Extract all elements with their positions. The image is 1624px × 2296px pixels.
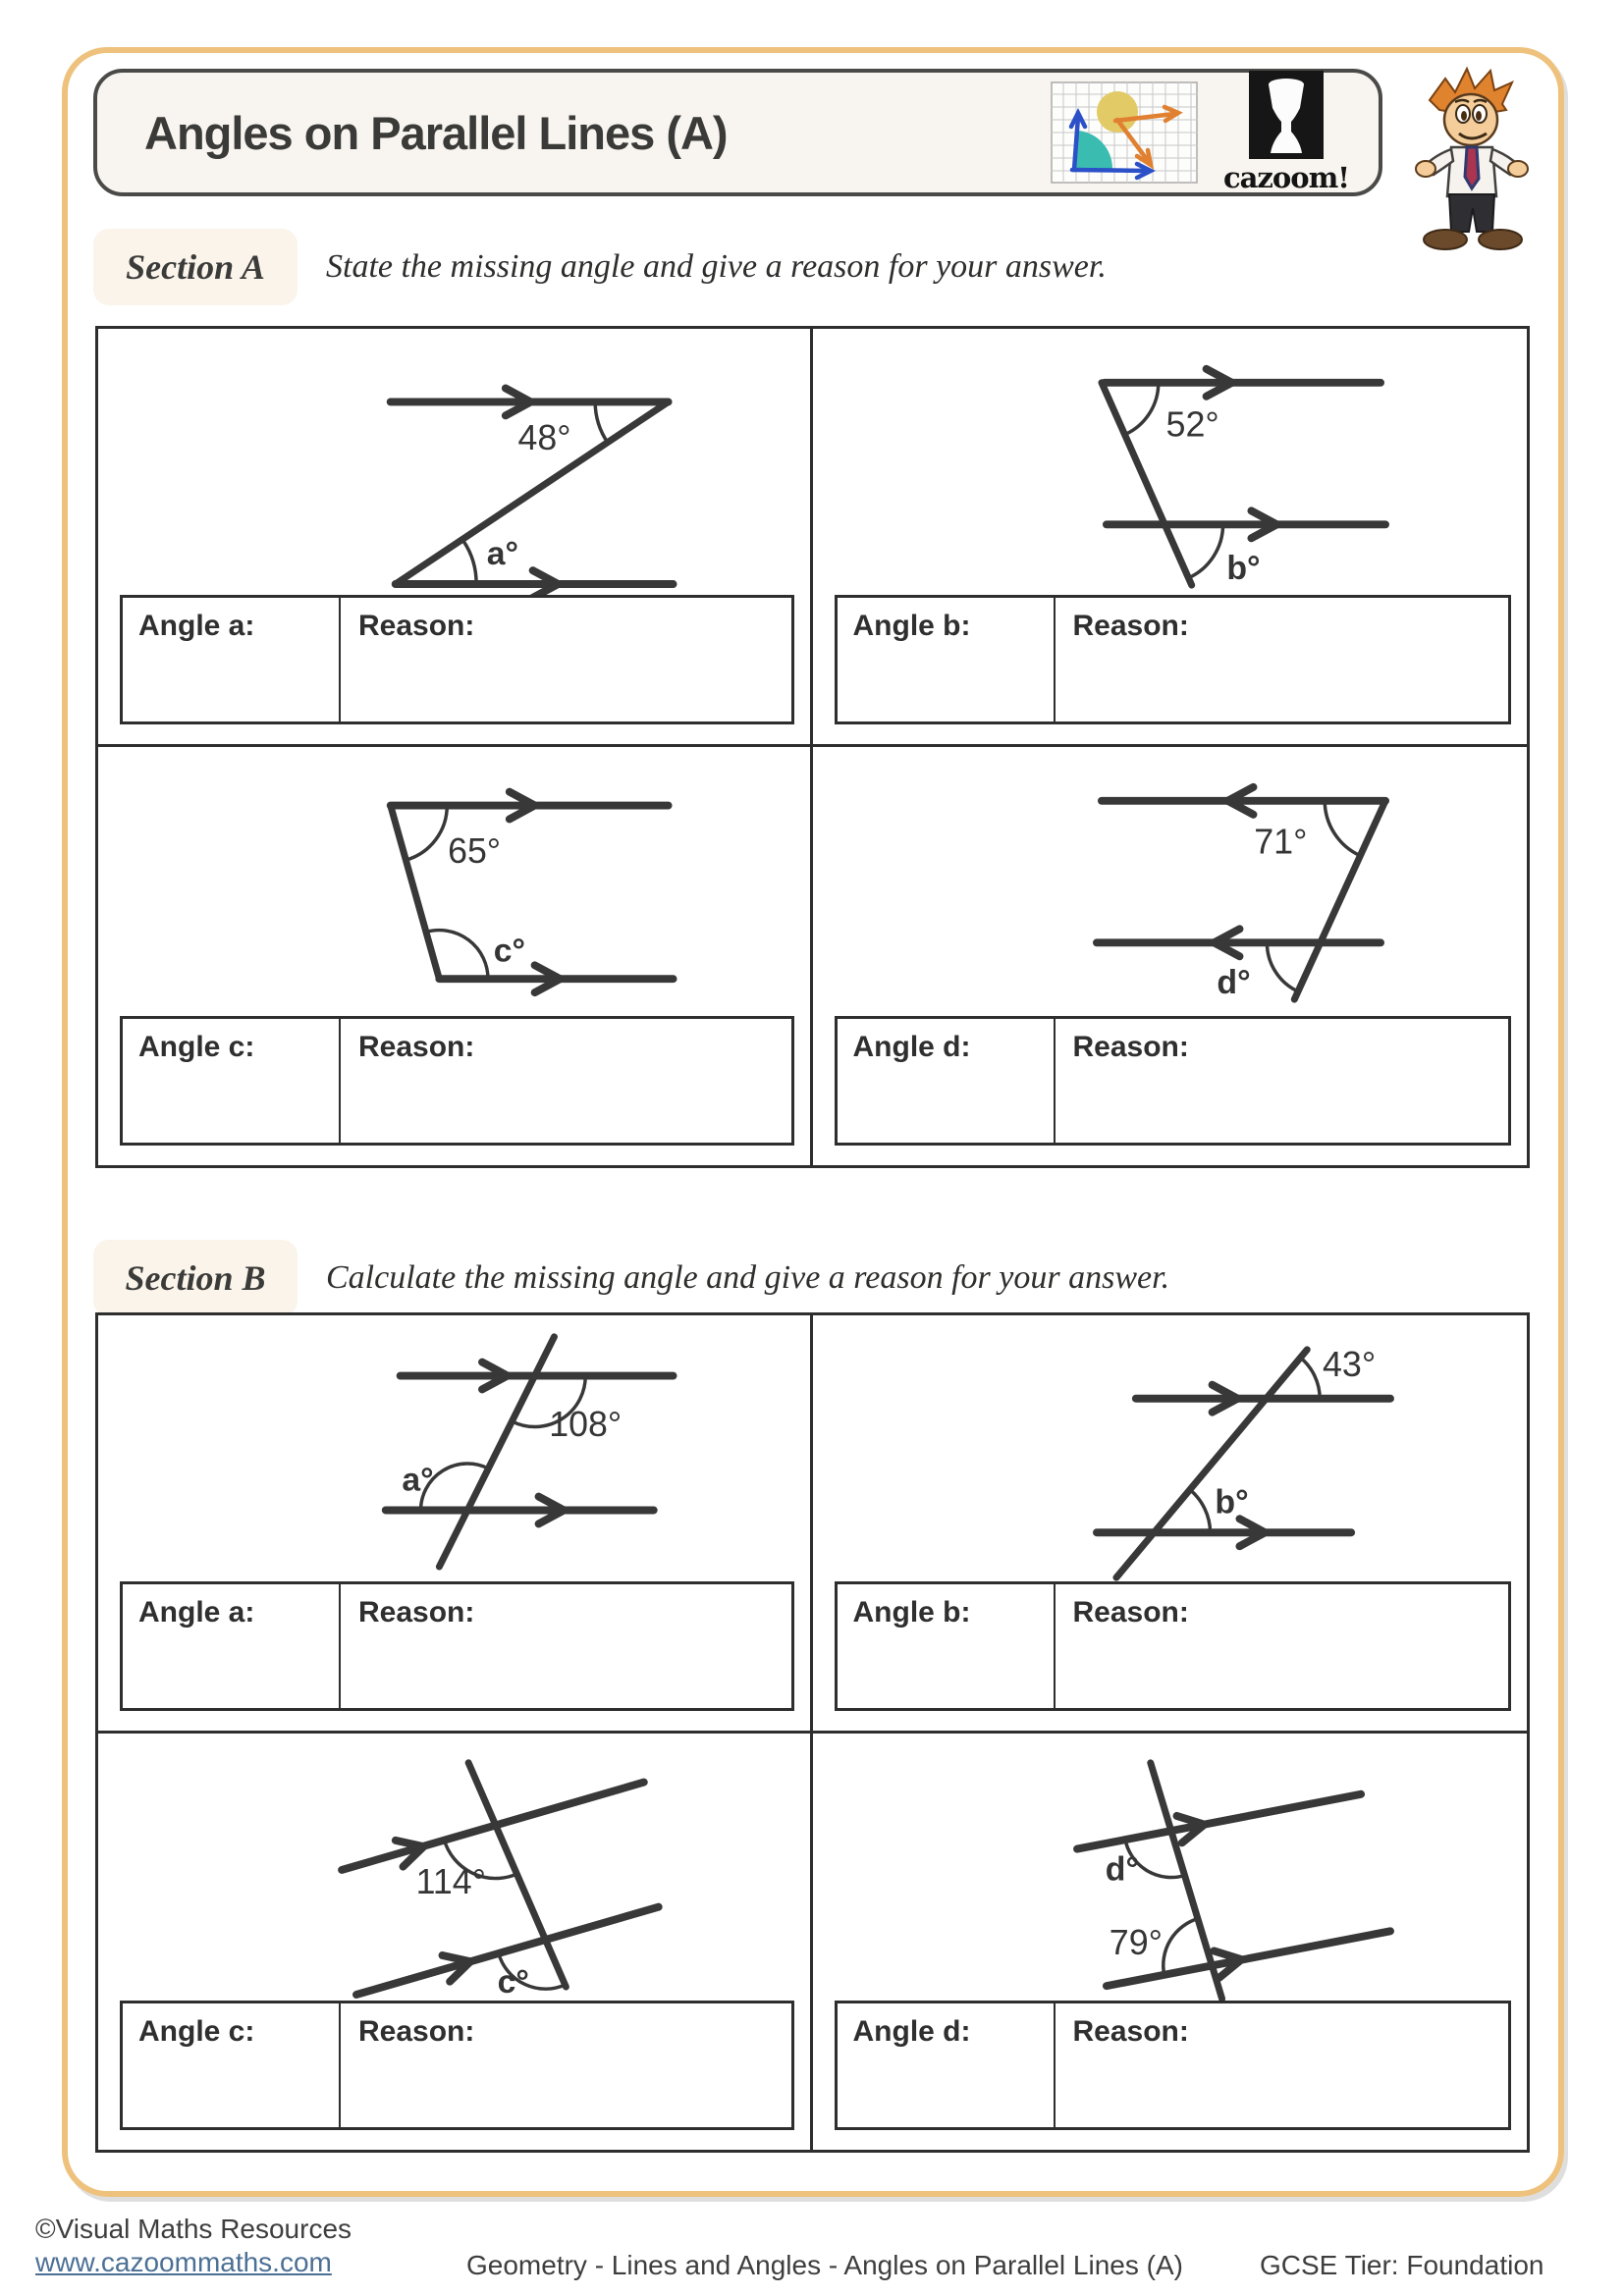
- angle-diagram-a1: [98, 329, 810, 595]
- reason-answer-label: Reason:: [358, 610, 475, 643]
- angle-answer-label: Angle b:: [852, 1596, 971, 1629]
- reason-answer-label: Reason:: [1072, 2015, 1189, 2048]
- website-link[interactable]: www.cazoommaths.com: [35, 2247, 332, 2277]
- chart-graphic-icon: [1051, 81, 1198, 184]
- logo-group: [1051, 71, 1349, 194]
- angle-answer-label: Angle d:: [852, 1031, 971, 1063]
- angle-arc: [595, 401, 608, 443]
- tier-text: GCSE Tier: Foundation: [1260, 2250, 1544, 2280]
- unknown-angle-label: b°: [1214, 1483, 1249, 1522]
- unknown-angle-label: b°: [1225, 550, 1261, 588]
- angle-diagram-b4: [813, 1734, 1528, 2001]
- given-angle-label: 48°: [517, 418, 571, 458]
- angle-diagram-a3: [98, 747, 810, 1016]
- reason-answer-field[interactable]: [1056, 2003, 1509, 2127]
- breadcrumb: Geometry - Lines and Angles - Angles on Parallel Lines (A): [466, 2250, 1183, 2280]
- section-b-problem-grid: [95, 1312, 1530, 2153]
- angle-answer-label: Angle c:: [138, 1031, 255, 1063]
- reason-answer-field[interactable]: [341, 1584, 791, 1708]
- angle-answer-label: Angle a:: [138, 1596, 255, 1629]
- unknown-angle-label: a°: [402, 1461, 434, 1499]
- reason-answer-label: Reason:: [1072, 1596, 1189, 1629]
- answer-table: [120, 1016, 794, 1146]
- angle-arc: [1189, 1489, 1210, 1532]
- answer-table: [835, 2001, 1512, 2130]
- angle-arc: [1325, 801, 1360, 856]
- answer-table: [835, 1016, 1512, 1146]
- given-angle-label: 65°: [448, 831, 502, 872]
- angle-arc: [1187, 524, 1222, 578]
- angle-answer-field[interactable]: [838, 2003, 1056, 2127]
- angle-arc: [463, 541, 476, 584]
- answer-table: [835, 1581, 1512, 1711]
- cazoom-logo: [1223, 71, 1349, 194]
- reason-answer-label: Reason:: [358, 1596, 475, 1629]
- angle-answer-field[interactable]: [123, 598, 341, 721]
- reason-answer-field[interactable]: [1056, 1584, 1509, 1708]
- given-angle-label: 52°: [1165, 404, 1219, 445]
- given-angle-label: 43°: [1322, 1344, 1376, 1384]
- angle-answer-field[interactable]: [838, 598, 1056, 721]
- angle-arc: [1267, 942, 1298, 991]
- angle-diagram-b2: [813, 1315, 1528, 1581]
- problem-cell-b4: [813, 1734, 1528, 2150]
- problem-cell-b1: [98, 1315, 813, 1734]
- reason-answer-field[interactable]: [1056, 598, 1509, 721]
- angle-answer-field[interactable]: [123, 1584, 341, 1708]
- mascot-illustration: [1412, 59, 1536, 267]
- angle-answer-label: Angle b:: [852, 610, 971, 643]
- problem-cell-a4: [813, 747, 1528, 1165]
- given-angle-label: 114°: [415, 1861, 486, 1901]
- problem-cell-a1: [98, 329, 813, 747]
- given-angle-label: 108°: [549, 1405, 623, 1445]
- problem-cell-a2: [813, 329, 1528, 747]
- angle-diagram-a2: [813, 329, 1528, 595]
- unknown-angle-label: c°: [497, 1963, 529, 2001]
- unknown-angle-label: c°: [493, 932, 525, 970]
- cazoom-goblet-icon: [1249, 71, 1324, 159]
- transversal-line: [391, 806, 440, 980]
- answer-table: [120, 2001, 794, 2130]
- reason-answer-label: Reason:: [1072, 610, 1189, 643]
- given-angle-label: 79°: [1109, 1923, 1163, 1963]
- angle-arc: [406, 806, 448, 861]
- angle-arc: [1124, 383, 1158, 435]
- reason-answer-label: Reason:: [358, 1031, 475, 1063]
- header: [93, 69, 1382, 196]
- problem-cell-b2: [813, 1315, 1528, 1734]
- section-b-instruction: Calculate the missing angle and give a reason for your answer.: [326, 1259, 1170, 1296]
- answer-table: [120, 1581, 794, 1711]
- angle-diagram-a4: [813, 747, 1528, 1016]
- reason-answer-label: Reason:: [358, 2015, 475, 2048]
- angle-answer-field[interactable]: [838, 1019, 1056, 1143]
- angle-answer-field[interactable]: [123, 2003, 341, 2127]
- cazoom-wordmark: cazoom!: [1222, 161, 1349, 194]
- reason-answer-field[interactable]: [341, 1019, 791, 1143]
- page-title: Angles on Parallel Lines (A): [144, 106, 728, 159]
- angle-diagram-b3: [98, 1734, 810, 2001]
- section-a-label: Section A: [93, 229, 298, 305]
- transversal-line: [1150, 1763, 1221, 1999]
- section-a-problem-grid: [95, 326, 1530, 1168]
- angle-diagram-b1: [98, 1315, 810, 1581]
- answer-table: [120, 595, 794, 724]
- given-angle-label: 71°: [1253, 822, 1307, 862]
- answer-table: [835, 595, 1512, 724]
- reason-answer-field[interactable]: [341, 2003, 791, 2127]
- transversal-line: [1294, 801, 1385, 999]
- angle-answer-label: Angle a:: [138, 610, 255, 643]
- section-b-label: Section B: [93, 1240, 298, 1316]
- section-a-instruction: State the missing angle and give a reason for your answer.: [326, 248, 1107, 285]
- reason-answer-field[interactable]: [341, 598, 791, 721]
- angle-answer-label: Angle d:: [852, 2015, 971, 2048]
- reason-answer-field[interactable]: [1056, 1019, 1509, 1143]
- angle-answer-field[interactable]: [838, 1584, 1056, 1708]
- problem-cell-b3: [98, 1734, 813, 2150]
- copyright-text: ©Visual Maths Resources: [35, 2214, 352, 2244]
- problem-cell-a3: [98, 747, 813, 1165]
- angle-arc: [1300, 1358, 1320, 1399]
- unknown-angle-label: a°: [486, 535, 519, 573]
- angle-answer-field[interactable]: [123, 1019, 341, 1143]
- angle-answer-label: Angle c:: [138, 2015, 255, 2048]
- unknown-angle-label: d°: [1105, 1850, 1139, 1889]
- parallel-line: [1077, 1794, 1361, 1849]
- reason-answer-label: Reason:: [1072, 1031, 1189, 1063]
- unknown-angle-label: d°: [1216, 964, 1251, 1002]
